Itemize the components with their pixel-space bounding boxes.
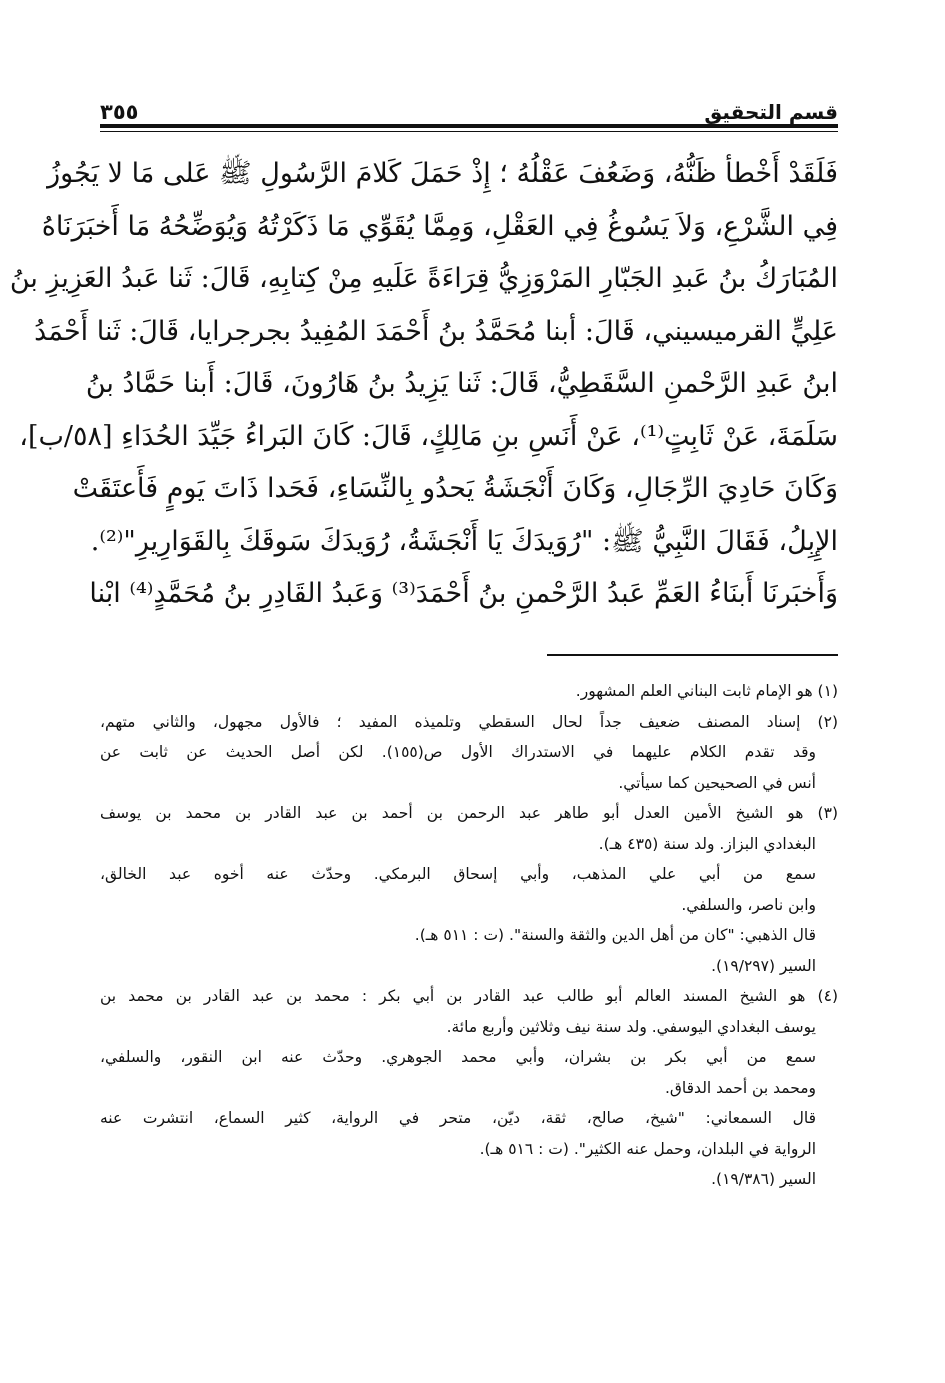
footnote-4: (٤) هو الشيخ المسند العالم أبو طالب عبد القادر بن أبي بكر : محمد بن عبد القادر بن محمد بن [100, 987, 838, 1005]
footnote-3-cont: سمع من أبي علي المذهب، وأبي إسحاق البرمكي. وحدّث عنه أخوه عبد الخالق، [100, 865, 816, 883]
page-header [100, 84, 838, 124]
footnote-2-cont: وقد تقدم الكلام عليهما في الاستدراك الأول ص(١٥٥). لكن أصل الحديث عن ثابت عن [100, 743, 816, 761]
main-line: الإِبِلُ، فَقَالَ النَّبِيُّ ﷺ: "رُوَيدَكَ يَا أَنْجَشَةُ، رُوَيدَكَ سَوقَكَ بِالقَوَارِيرِ"⁽²⁾. [90, 525, 838, 557]
footnote-separator [547, 654, 838, 656]
header-rule-thick [100, 124, 838, 128]
footnote-2-cont: أنس في الصحيحين كما سيأتي. [618, 773, 816, 792]
footnote-1: (١) هو الإمام ثابت البناني العلم المشهور. [575, 682, 838, 700]
footnote-3-cont: البغدادي البزاز. ولد سنة (٤٣٥ هـ). [598, 834, 816, 853]
main-line: فَلَقَدْ أَخْطأ ظَنُّهُ، وَضَعُفَ عَقْلُهُ ؛ إِذْ حَمَلَ كَلامَ الرَّسُولِ ﷺ عَلى مَا لا يَجُوزُ [47, 158, 838, 189]
footnote-4-cont: قال السمعاني: "شيخ، صالح، ثقة، ديّن، متحر في الرواية، كثير السماع، انتشرت عنه [100, 1109, 816, 1127]
main-line: عَلِيٍّ القرميسيني، قَالَ: أبنا مُحَمَّدُ بنُ أَحْمَدَ المُفِيدُ بجرجرايا، قَالَ: ثَنا أَحْمَدُ [34, 315, 838, 347]
main-line: فِي الشَّرْعِ، وَلاَ يَسُوغُ فِي العَقْلِ، وَمِمَّا يُقَوِّي مَا ذَكَرْتُهُ وَيُوَضِّحُهُ مَا أَخبَرَنَاهُ [41, 210, 838, 242]
main-line: وَكَانَ حَادِيَ الرِّجَالِ، وَكَانَ أَنْجَشَةُ يَحدُو بِالنِّسَاءِ، فَحَدا ذَاتَ يَومٍ فَأَعتَقَتْ [72, 473, 838, 504]
footnote-4-cont: ومحمد بن أحمد الدقاق. [664, 1078, 816, 1097]
footnote-4-cont: السير (١٩/٣٨٦). [711, 1170, 816, 1188]
footnote-4-cont: يوسف البغدادي اليوسفي. ولد سنة نيف وثلاثين وأربع مائة. [446, 1017, 816, 1036]
main-line: وَأَخبَرنَا أَبنَاءُ العَمِّ عَبدُ الرَّحْمنِ بنُ أَحْمَدَ⁽³⁾ وَعَبدُ القَادِرِ بنُ مُحَمَّدٍ⁽⁴⁾ ابْنا [89, 578, 838, 609]
main-line: ابنُ عَبدِ الرَّحْمنِ السَّقَطِيُّ، قَالَ: ثَنا يَزِيدُ بنُ هَارُونَ، قَالَ: أَبنا حَمَّادُ بنُ [85, 368, 838, 399]
header-rule-thin [100, 131, 838, 132]
section-title: قسم التحقيق [704, 100, 838, 124]
main-line: المُبَارَكُ بنُ عَبدِ الجَبّارِ المَرْوَزِيُّ قِرَاءَةً عَلَيهِ مِنْ كِتابِهِ، قَالَ: ثَنا عَبدُ العَزِيزِ بنُ [9, 263, 838, 294]
footnote-3-cont: السير (١٩/٢٩٧). [711, 956, 816, 975]
page-number: ٣٥٥ [100, 100, 139, 124]
footnote-4-cont: الرواية في البلدان، وحمل عنه الكثير". (ت : ٥١٦ هـ). [479, 1139, 816, 1158]
main-text [9, 148, 838, 621]
footnote-3-cont: وابن ناصر، والسلفي. [681, 895, 816, 914]
main-line: سَلَمَةَ، عَنْ ثَابِتٍ⁽¹⁾، عَنْ أَنَسِ بنِ مَالِكٍ، قَالَ: كَانَ البَراءُ جَيِّدَ الحُدَاءِ [٥٨/ب]، [19, 420, 838, 452]
footnotes [100, 676, 838, 1195]
footnote-4-cont: سمع من أبي بكر بن بشران، وأبي محمد الجوهري. وحدّث عنه ابن النقور، والسلفي، [100, 1048, 816, 1066]
footnote-2: (٢) إسناد المصنف ضعيف جداً لحال السقطي وتلميذه المفيد ؛ فالأول مجهول، والثاني متهم، [100, 712, 838, 731]
footnote-3: (٣) هو الشيخ الأمين العدل أبو طاهر عبد الرحمن بن أحمد بن عبد القادر بن محمد بن يوسف [100, 804, 838, 822]
footnote-3-cont: قال الذهبي: "كان من أهل الدين والثقة والسنة". (ت : ٥١١ هـ). [414, 926, 816, 944]
